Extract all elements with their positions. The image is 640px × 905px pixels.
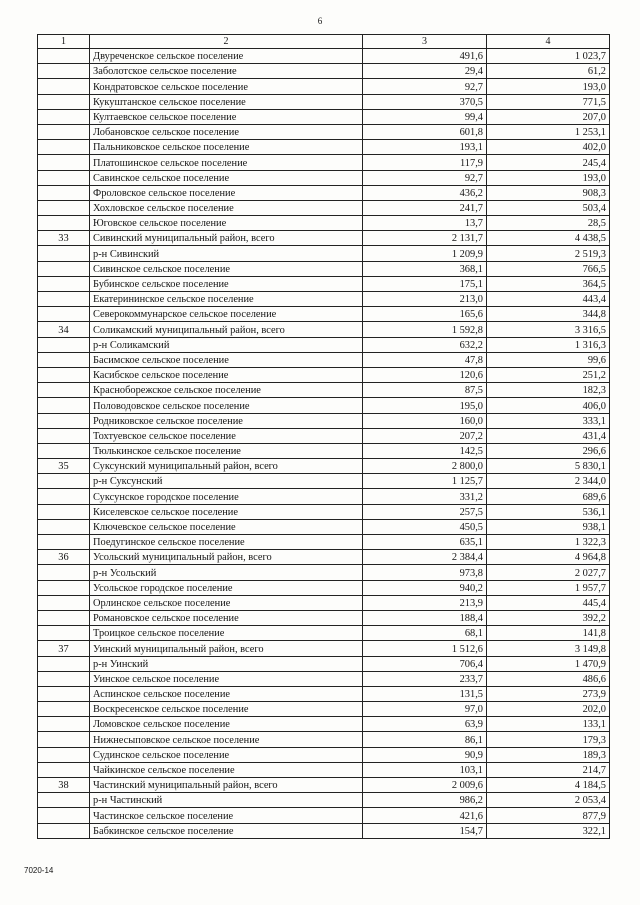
row-name: р-н Суксунский bbox=[90, 474, 363, 489]
row-value-col4: 207,0 bbox=[487, 109, 610, 124]
row-name: Чайкинское сельское поселение bbox=[90, 762, 363, 777]
row-name: р-н Сивинский bbox=[90, 246, 363, 261]
row-value-col3: 436,2 bbox=[363, 185, 487, 200]
row-value-col4: 1 023,7 bbox=[487, 49, 610, 64]
row-value-col4: 443,4 bbox=[487, 292, 610, 307]
row-name: Двуреченское сельское поселение bbox=[90, 49, 363, 64]
row-value-col4: 344,8 bbox=[487, 307, 610, 322]
row-number: 38 bbox=[38, 778, 90, 793]
row-name: р-н Уинский bbox=[90, 656, 363, 671]
row-name: Касибское сельское поселение bbox=[90, 367, 363, 382]
header-row bbox=[38, 35, 610, 49]
row-name: Нижнесыповское сельское поселение bbox=[90, 732, 363, 747]
row-number bbox=[38, 170, 90, 185]
row-value-col3: 601,8 bbox=[363, 124, 487, 139]
row-number bbox=[38, 686, 90, 701]
row-number bbox=[38, 64, 90, 79]
row-value-col4: 1 322,3 bbox=[487, 535, 610, 550]
row-value-col3: 131,5 bbox=[363, 686, 487, 701]
table-row bbox=[38, 140, 610, 155]
row-value-col4: 189,3 bbox=[487, 747, 610, 762]
table-row bbox=[38, 823, 610, 838]
row-name: Култаевское сельское поселение bbox=[90, 109, 363, 124]
row-value-col3: 421,6 bbox=[363, 808, 487, 823]
row-value-col4: 133,1 bbox=[487, 717, 610, 732]
row-number bbox=[38, 580, 90, 595]
row-value-col3: 165,6 bbox=[363, 307, 487, 322]
row-value-col3: 1 512,6 bbox=[363, 641, 487, 656]
row-value-col3: 47,8 bbox=[363, 352, 487, 367]
row-number bbox=[38, 185, 90, 200]
row-value-col4: 503,4 bbox=[487, 200, 610, 215]
header-col-1: 1 bbox=[38, 35, 90, 49]
row-number bbox=[38, 367, 90, 382]
row-number bbox=[38, 762, 90, 777]
table-row bbox=[38, 474, 610, 489]
header-col-3: 3 bbox=[363, 35, 487, 49]
table-row bbox=[38, 413, 610, 428]
table-row bbox=[38, 762, 610, 777]
row-value-col4: 402,0 bbox=[487, 140, 610, 155]
table-row bbox=[38, 383, 610, 398]
table-row bbox=[38, 717, 610, 732]
table-row bbox=[38, 808, 610, 823]
row-value-col4: 245,4 bbox=[487, 155, 610, 170]
header-col-4: 4 bbox=[487, 35, 610, 49]
row-number bbox=[38, 489, 90, 504]
row-name: Тюлькинское сельское поселение bbox=[90, 443, 363, 458]
row-name: Кондратовское сельское поселение bbox=[90, 79, 363, 94]
row-value-col3: 87,5 bbox=[363, 383, 487, 398]
row-value-col3: 13,7 bbox=[363, 216, 487, 231]
row-value-col3: 2 800,0 bbox=[363, 459, 487, 474]
row-name: Аспинское сельское поселение bbox=[90, 686, 363, 701]
table-row bbox=[38, 595, 610, 610]
row-name: Платошинское сельское поселение bbox=[90, 155, 363, 170]
row-value-col3: 90,9 bbox=[363, 747, 487, 762]
row-number bbox=[38, 337, 90, 352]
row-value-col3: 450,5 bbox=[363, 519, 487, 534]
row-value-col3: 213,9 bbox=[363, 595, 487, 610]
row-name: Сивинский муниципальный район, всего bbox=[90, 231, 363, 246]
table-row bbox=[38, 246, 610, 261]
table-row bbox=[38, 337, 610, 352]
row-value-col4: 179,3 bbox=[487, 732, 610, 747]
row-value-col4: 251,2 bbox=[487, 367, 610, 382]
row-number bbox=[38, 793, 90, 808]
row-value-col3: 29,4 bbox=[363, 64, 487, 79]
row-name: Частинское сельское поселение bbox=[90, 808, 363, 823]
row-value-col3: 175,1 bbox=[363, 276, 487, 291]
row-number bbox=[38, 504, 90, 519]
row-number bbox=[38, 519, 90, 534]
row-value-col4: 536,1 bbox=[487, 504, 610, 519]
row-name: Пальниковское сельское поселение bbox=[90, 140, 363, 155]
row-name: Троицкое сельское поселение bbox=[90, 626, 363, 641]
table-row bbox=[38, 79, 610, 94]
row-name: Родниковское сельское поселение bbox=[90, 413, 363, 428]
row-name: Суксунский муниципальный район, всего bbox=[90, 459, 363, 474]
row-value-col3: 940,2 bbox=[363, 580, 487, 595]
table-row bbox=[38, 398, 610, 413]
row-value-col4: 3 316,5 bbox=[487, 322, 610, 337]
page-number: 6 bbox=[317, 16, 323, 26]
row-value-col4: 1 957,7 bbox=[487, 580, 610, 595]
table-row bbox=[38, 64, 610, 79]
row-value-col3: 188,4 bbox=[363, 610, 487, 625]
row-value-col3: 63,9 bbox=[363, 717, 487, 732]
table-row bbox=[38, 428, 610, 443]
row-value-col3: 92,7 bbox=[363, 170, 487, 185]
table-row bbox=[38, 276, 610, 291]
row-value-col4: 877,9 bbox=[487, 808, 610, 823]
table-row bbox=[38, 686, 610, 701]
row-name: Заболотское сельское поселение bbox=[90, 64, 363, 79]
table-row bbox=[38, 200, 610, 215]
table-row bbox=[38, 626, 610, 641]
table-row bbox=[38, 185, 610, 200]
row-number bbox=[38, 109, 90, 124]
row-value-col3: 92,7 bbox=[363, 79, 487, 94]
footer-code: 7020-14 bbox=[24, 866, 54, 875]
row-value-col3: 142,5 bbox=[363, 443, 487, 458]
row-value-col3: 195,0 bbox=[363, 398, 487, 413]
table-row bbox=[38, 459, 610, 474]
row-number bbox=[38, 610, 90, 625]
table-row bbox=[38, 94, 610, 109]
table-row bbox=[38, 732, 610, 747]
row-value-col4: 2 344,0 bbox=[487, 474, 610, 489]
row-value-col3: 103,1 bbox=[363, 762, 487, 777]
row-number: 37 bbox=[38, 641, 90, 656]
row-value-col4: 2 519,3 bbox=[487, 246, 610, 261]
row-name: Суксунское городское поселение bbox=[90, 489, 363, 504]
row-name: р-н Частинский bbox=[90, 793, 363, 808]
row-number bbox=[38, 717, 90, 732]
row-name: Юговское сельское поселение bbox=[90, 216, 363, 231]
row-name: Екатерининское сельское поселение bbox=[90, 292, 363, 307]
row-number bbox=[38, 261, 90, 276]
table-body bbox=[38, 49, 610, 839]
table-row bbox=[38, 565, 610, 580]
row-number bbox=[38, 747, 90, 762]
row-name: Поедугинское сельское поселение bbox=[90, 535, 363, 550]
table-row bbox=[38, 535, 610, 550]
row-value-col3: 86,1 bbox=[363, 732, 487, 747]
row-value-col3: 973,8 bbox=[363, 565, 487, 580]
row-number bbox=[38, 626, 90, 641]
row-name: Сивинское сельское поселение bbox=[90, 261, 363, 276]
row-value-col3: 233,7 bbox=[363, 671, 487, 686]
row-name: р-н Усольский bbox=[90, 565, 363, 580]
header-col-2: 2 bbox=[90, 35, 363, 49]
table-row bbox=[38, 747, 610, 762]
row-number bbox=[38, 595, 90, 610]
row-value-col4: 431,4 bbox=[487, 428, 610, 443]
row-value-col3: 257,5 bbox=[363, 504, 487, 519]
row-value-col3: 213,0 bbox=[363, 292, 487, 307]
row-value-col3: 1 209,9 bbox=[363, 246, 487, 261]
row-value-col3: 368,1 bbox=[363, 261, 487, 276]
row-value-col3: 99,4 bbox=[363, 109, 487, 124]
table-row bbox=[38, 49, 610, 64]
row-value-col4: 193,0 bbox=[487, 170, 610, 185]
table-row bbox=[38, 322, 610, 337]
row-number bbox=[38, 49, 90, 64]
row-number: 34 bbox=[38, 322, 90, 337]
row-value-col4: 2 053,4 bbox=[487, 793, 610, 808]
row-name: Савинское сельское поселение bbox=[90, 170, 363, 185]
row-value-col3: 2 009,6 bbox=[363, 778, 487, 793]
row-value-col3: 193,1 bbox=[363, 140, 487, 155]
row-name: Басимское сельское поселение bbox=[90, 352, 363, 367]
row-value-col4: 141,8 bbox=[487, 626, 610, 641]
row-value-col3: 331,2 bbox=[363, 489, 487, 504]
row-number bbox=[38, 216, 90, 231]
row-number bbox=[38, 307, 90, 322]
row-value-col3: 1 592,8 bbox=[363, 322, 487, 337]
row-value-col4: 2 027,7 bbox=[487, 565, 610, 580]
row-name: Частинский муниципальный район, всего bbox=[90, 778, 363, 793]
row-number bbox=[38, 352, 90, 367]
row-value-col3: 632,2 bbox=[363, 337, 487, 352]
table-header bbox=[38, 35, 610, 49]
row-value-col3: 97,0 bbox=[363, 702, 487, 717]
row-name: Кукуштанское сельское поселение bbox=[90, 94, 363, 109]
table-row bbox=[38, 778, 610, 793]
row-name: Ломовское сельское поселение bbox=[90, 717, 363, 732]
row-name: Уинский муниципальный район, всего bbox=[90, 641, 363, 656]
row-name: Хохловское сельское поселение bbox=[90, 200, 363, 215]
row-value-col3: 2 131,7 bbox=[363, 231, 487, 246]
row-number bbox=[38, 535, 90, 550]
row-value-col4: 1 470,9 bbox=[487, 656, 610, 671]
row-value-col4: 28,5 bbox=[487, 216, 610, 231]
row-value-col4: 689,6 bbox=[487, 489, 610, 504]
row-name: Фроловское сельское поселение bbox=[90, 185, 363, 200]
row-name: Орлинское сельское поселение bbox=[90, 595, 363, 610]
row-name: Половодовское сельское поселение bbox=[90, 398, 363, 413]
row-value-col4: 771,5 bbox=[487, 94, 610, 109]
row-value-col4: 5 830,1 bbox=[487, 459, 610, 474]
row-name: Усольское городское поселение bbox=[90, 580, 363, 595]
row-name: Соликамский муниципальный район, всего bbox=[90, 322, 363, 337]
row-value-col3: 986,2 bbox=[363, 793, 487, 808]
row-value-col3: 68,1 bbox=[363, 626, 487, 641]
table-row bbox=[38, 109, 610, 124]
row-number bbox=[38, 443, 90, 458]
row-value-col4: 486,6 bbox=[487, 671, 610, 686]
row-value-col3: 2 384,4 bbox=[363, 550, 487, 565]
table-row bbox=[38, 352, 610, 367]
row-name: Бубинское сельское поселение bbox=[90, 276, 363, 291]
table-row bbox=[38, 216, 610, 231]
row-value-col4: 214,7 bbox=[487, 762, 610, 777]
row-value-col4: 908,3 bbox=[487, 185, 610, 200]
row-name: Воскресенское сельское поселение bbox=[90, 702, 363, 717]
row-number bbox=[38, 656, 90, 671]
table-row bbox=[38, 580, 610, 595]
table-row bbox=[38, 155, 610, 170]
row-value-col4: 202,0 bbox=[487, 702, 610, 717]
row-number bbox=[38, 732, 90, 747]
row-number bbox=[38, 413, 90, 428]
row-number bbox=[38, 702, 90, 717]
row-value-col4: 193,0 bbox=[487, 79, 610, 94]
row-number bbox=[38, 276, 90, 291]
row-name: Северокоммунарское сельское поселение bbox=[90, 307, 363, 322]
row-value-col4: 766,5 bbox=[487, 261, 610, 276]
row-name: Судинское сельское поселение bbox=[90, 747, 363, 762]
row-value-col3: 635,1 bbox=[363, 535, 487, 550]
row-name: Ключевское сельское поселение bbox=[90, 519, 363, 534]
table-row bbox=[38, 170, 610, 185]
row-number: 35 bbox=[38, 459, 90, 474]
table-row bbox=[38, 702, 610, 717]
row-value-col4: 364,5 bbox=[487, 276, 610, 291]
table-row bbox=[38, 519, 610, 534]
row-number bbox=[38, 200, 90, 215]
row-number bbox=[38, 155, 90, 170]
table-row bbox=[38, 793, 610, 808]
row-value-col4: 4 964,8 bbox=[487, 550, 610, 565]
table-row bbox=[38, 231, 610, 246]
row-value-col4: 273,9 bbox=[487, 686, 610, 701]
row-number bbox=[38, 398, 90, 413]
row-value-col4: 406,0 bbox=[487, 398, 610, 413]
row-number bbox=[38, 246, 90, 261]
row-number bbox=[38, 383, 90, 398]
row-value-col4: 445,4 bbox=[487, 595, 610, 610]
row-name: Киселевское сельское поселение bbox=[90, 504, 363, 519]
row-number: 33 bbox=[38, 231, 90, 246]
row-name: Усольский муниципальный район, всего bbox=[90, 550, 363, 565]
row-value-col3: 117,9 bbox=[363, 155, 487, 170]
row-name: р-н Соликамский bbox=[90, 337, 363, 352]
row-value-col3: 154,7 bbox=[363, 823, 487, 838]
row-name: Романовское сельское поселение bbox=[90, 610, 363, 625]
table-row bbox=[38, 124, 610, 139]
row-value-col4: 938,1 bbox=[487, 519, 610, 534]
row-number bbox=[38, 94, 90, 109]
table-row bbox=[38, 443, 610, 458]
row-value-col3: 241,7 bbox=[363, 200, 487, 215]
row-value-col4: 333,1 bbox=[487, 413, 610, 428]
row-value-col4: 322,1 bbox=[487, 823, 610, 838]
row-name: Лобановское сельское поселение bbox=[90, 124, 363, 139]
row-value-col3: 370,5 bbox=[363, 94, 487, 109]
row-value-col4: 296,6 bbox=[487, 443, 610, 458]
row-name: Уинское сельское поселение bbox=[90, 671, 363, 686]
table-row bbox=[38, 610, 610, 625]
table-row bbox=[38, 307, 610, 322]
row-number bbox=[38, 823, 90, 838]
row-number: 36 bbox=[38, 550, 90, 565]
row-value-col3: 207,2 bbox=[363, 428, 487, 443]
table-row bbox=[38, 261, 610, 276]
row-number bbox=[38, 671, 90, 686]
row-number bbox=[38, 474, 90, 489]
table-row bbox=[38, 656, 610, 671]
table-row bbox=[38, 641, 610, 656]
row-value-col3: 491,6 bbox=[363, 49, 487, 64]
row-number bbox=[38, 79, 90, 94]
row-value-col3: 1 125,7 bbox=[363, 474, 487, 489]
row-value-col4: 4 438,5 bbox=[487, 231, 610, 246]
data-table bbox=[37, 34, 610, 839]
row-value-col4: 1 316,3 bbox=[487, 337, 610, 352]
table-row bbox=[38, 489, 610, 504]
table-row bbox=[38, 367, 610, 382]
row-number bbox=[38, 808, 90, 823]
row-value-col4: 392,2 bbox=[487, 610, 610, 625]
table-row bbox=[38, 292, 610, 307]
row-name: Бабкинское сельское поселение bbox=[90, 823, 363, 838]
row-name: Красноборежское сельское поселение bbox=[90, 383, 363, 398]
row-number bbox=[38, 565, 90, 580]
table-row bbox=[38, 504, 610, 519]
row-value-col4: 182,3 bbox=[487, 383, 610, 398]
row-number bbox=[38, 292, 90, 307]
row-value-col4: 99,6 bbox=[487, 352, 610, 367]
row-number bbox=[38, 124, 90, 139]
row-value-col4: 3 149,8 bbox=[487, 641, 610, 656]
row-value-col4: 61,2 bbox=[487, 64, 610, 79]
row-value-col3: 706,4 bbox=[363, 656, 487, 671]
row-value-col4: 4 184,5 bbox=[487, 778, 610, 793]
row-value-col3: 120,6 bbox=[363, 367, 487, 382]
table-row bbox=[38, 550, 610, 565]
row-value-col4: 1 253,1 bbox=[487, 124, 610, 139]
row-value-col3: 160,0 bbox=[363, 413, 487, 428]
row-name: Тохтуевское сельское поселение bbox=[90, 428, 363, 443]
table-row bbox=[38, 671, 610, 686]
row-number bbox=[38, 428, 90, 443]
row-number bbox=[38, 140, 90, 155]
